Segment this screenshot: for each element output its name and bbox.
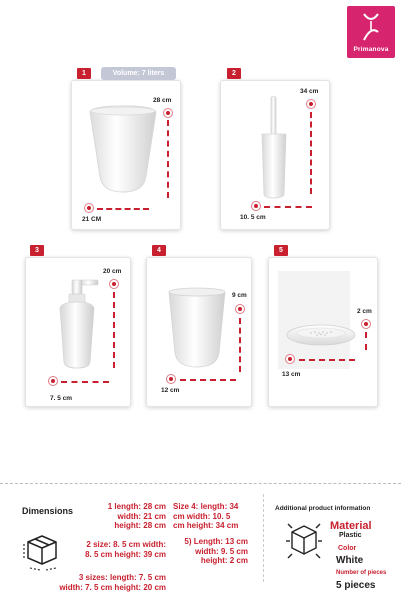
material-cube-icon [284, 520, 324, 562]
spec-line: 5) Length: 13 cm [184, 537, 248, 546]
width-dash-line [61, 381, 109, 383]
spec-line: 3 sizes: length: 7. 5 cm [78, 573, 166, 582]
toilet-brush-icon [258, 96, 290, 200]
spec-product-5 [184, 537, 248, 566]
product-4-width-label: 12 cm [161, 387, 180, 394]
product-5-width-label: 13 cm [282, 371, 301, 378]
measure-dot [251, 201, 261, 211]
product-badge-4: 4 [152, 245, 166, 256]
spec-line: 8. 5 cm height: 39 cm [85, 549, 166, 559]
height-dash-line [239, 318, 241, 372]
product-2-width-label: 10. 5 cm [240, 214, 266, 221]
soap-dispenser-icon [56, 278, 102, 370]
product-badge-3: 3 [30, 245, 44, 256]
brand-logo-icon [361, 12, 381, 42]
product-badge-2: 2 [227, 68, 241, 79]
spec-product-4 [173, 502, 238, 531]
spec-line: cm width: 10. 5 [173, 511, 231, 521]
width-dash-line [97, 208, 149, 210]
measure-dot [306, 99, 316, 109]
product-1-height-label: 28 cm [153, 97, 172, 104]
tumbler-cup-icon [166, 287, 228, 369]
trash-bin-icon [88, 104, 158, 194]
section-divider [0, 483, 401, 484]
package-box-icon [20, 528, 64, 572]
material-label: Material [330, 520, 372, 532]
height-dash-line [365, 332, 367, 350]
material-value: Plastic [339, 532, 362, 539]
measure-dot [109, 279, 119, 289]
spec-line: height: 2 cm [200, 556, 248, 565]
measure-dot [163, 108, 173, 118]
product-badge-5: 5 [274, 245, 288, 256]
measure-dot [84, 203, 94, 213]
product-3-height-label: 20 cm [103, 268, 122, 275]
spec-line: height: 28 cm [114, 521, 166, 530]
column-divider [263, 494, 264, 582]
measure-dot [235, 304, 245, 314]
height-dash-line [310, 112, 312, 194]
spec-product-1 [108, 502, 166, 531]
spec-line: width: 21 cm [117, 511, 166, 521]
pieces-value: 5 pieces [336, 580, 376, 591]
measure-dot [48, 376, 58, 386]
spec-product-3 [59, 573, 166, 592]
spec-line: width: 7. 5 cm height: 20 cm [59, 582, 166, 592]
brand-logo [347, 6, 395, 58]
product-1-width-label: 21 CM [82, 216, 102, 223]
dimensions-title: Dimensions [22, 506, 74, 516]
product-badge-1: 1 [77, 68, 91, 79]
width-dash-line [299, 359, 355, 361]
spec-line: width: 9. 5 cm [195, 546, 248, 556]
measure-dot [361, 319, 371, 329]
width-dash-line [180, 379, 236, 381]
spec-line: 2 size: 8. 5 cm width: [86, 540, 166, 549]
width-dash-line [264, 206, 312, 208]
pieces-label: Number of pieces [336, 570, 387, 576]
product-3-width-label: 7. 5 cm [50, 395, 73, 402]
height-dash-line [167, 120, 169, 198]
product-2-height-label: 34 cm [300, 88, 319, 95]
measure-dot [285, 354, 295, 364]
spec-line: cm height: 34 cm [173, 521, 239, 530]
color-value: White [336, 555, 364, 566]
brand-name: Primanova [353, 46, 389, 53]
spec-product-2 [85, 540, 166, 559]
volume-label: Volume: 7 liters [101, 67, 176, 80]
additional-info-title: Additional product information [275, 505, 371, 512]
product-5-height-label: 2 cm [357, 308, 372, 315]
product-4-height-label: 9 cm [232, 292, 247, 299]
color-label: Color [338, 545, 357, 552]
height-dash-line [113, 292, 115, 368]
spec-line: 1 length: 28 cm [107, 502, 166, 511]
soap-dish-icon [285, 322, 357, 346]
spec-line: Size 4: length: 34 [173, 502, 239, 511]
measure-dot [166, 374, 176, 384]
